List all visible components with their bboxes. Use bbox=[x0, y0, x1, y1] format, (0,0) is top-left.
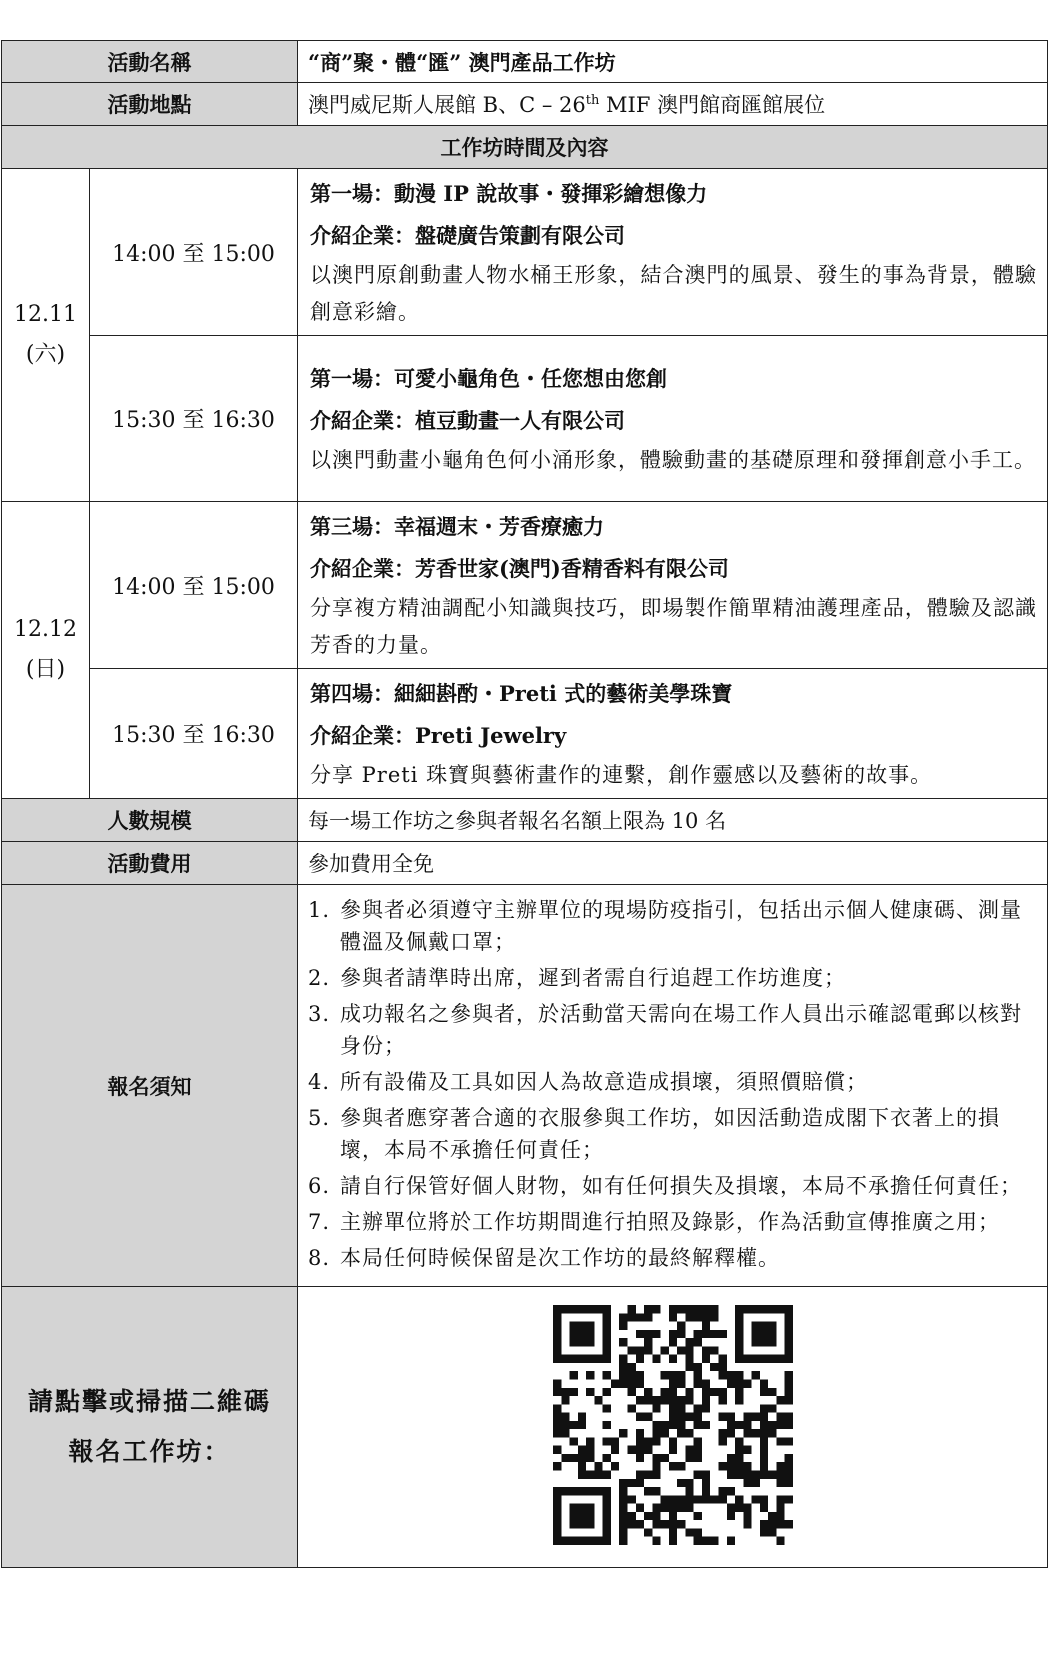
day-date-cell bbox=[2, 502, 90, 799]
day-weekday: (六) bbox=[25, 342, 66, 367]
venue-value bbox=[298, 83, 1048, 126]
notes-item bbox=[308, 962, 1037, 994]
session-time: 15:30 至 16:30 bbox=[90, 336, 298, 502]
scale-value: 每一場工作坊之參與者報名名額上限為 10 名 bbox=[298, 799, 1048, 842]
row-register bbox=[2, 1287, 1048, 1568]
session-company: 介紹企業：盤礎廣告策劃有限公司 bbox=[310, 223, 625, 248]
notes-item-number: 5. bbox=[308, 1106, 331, 1130]
notes-item-text: 主辦單位將於工作坊期間進行拍照及錄影，作為活動宣傳推廣之用； bbox=[340, 1210, 1000, 1234]
register-label bbox=[2, 1287, 298, 1568]
session-row bbox=[2, 502, 1048, 669]
notes-label: 報名須知 bbox=[2, 885, 298, 1287]
notes-item-text: 成功報名之參與者，於活動當天需向在場工作人員出示確認電郵以核對身份； bbox=[340, 1002, 1022, 1058]
notes-item bbox=[308, 1102, 1037, 1166]
day-date-cell bbox=[2, 169, 90, 502]
session-time: 15:30 至 16:30 bbox=[90, 669, 298, 799]
notes-item bbox=[308, 998, 1037, 1062]
session-row bbox=[2, 669, 1048, 799]
row-fee bbox=[2, 842, 1048, 885]
notes-item-text: 參與者請準時出席，遲到者需自行追趕工作坊進度； bbox=[340, 966, 846, 990]
schedule-title: 工作坊時間及內容 bbox=[2, 126, 1048, 169]
session-description: 分享複方精油調配小知識與技巧，即場製作簡單精油護理產品，體驗及認識芳香的力量。 bbox=[310, 596, 1037, 657]
session-detail bbox=[298, 669, 1048, 799]
session-row bbox=[2, 169, 1048, 336]
row-notes bbox=[2, 885, 1048, 1287]
venue-superscript: th bbox=[585, 93, 600, 108]
session-title: 第四場：細細斟酌・Preti 式的藝術美學珠寶 bbox=[310, 681, 733, 706]
qr-cell bbox=[298, 1287, 1048, 1568]
venue-text: 澳門威尼斯人展館 B、C – 26 bbox=[308, 93, 586, 117]
session-detail bbox=[298, 336, 1048, 502]
session-time: 14:00 至 15:00 bbox=[90, 502, 298, 669]
notes-list bbox=[308, 894, 1037, 1274]
notes-item-text: 所有設備及工具如因人為故意造成損壞，須照價賠償； bbox=[340, 1070, 868, 1094]
session-company: 介紹企業：芳香世家(澳門)香精香料有限公司 bbox=[310, 556, 729, 581]
fee-label: 活動費用 bbox=[2, 842, 298, 885]
day-date: 12.11 bbox=[14, 302, 77, 327]
venue-label: 活動地點 bbox=[2, 83, 298, 126]
scale-label: 人數規模 bbox=[2, 799, 298, 842]
notes-item bbox=[308, 1170, 1037, 1202]
notes-item bbox=[308, 894, 1037, 958]
notes-item-text: 參與者必須遵守主辦單位的現場防疫指引，包括出示個人健康碼、測量體溫及佩戴口罩； bbox=[340, 898, 1022, 954]
venue-text-rest: MIF 澳門館商匯館展位 bbox=[599, 93, 826, 117]
notes-item-number: 8. bbox=[308, 1246, 331, 1270]
registration-qr-code[interactable] bbox=[553, 1305, 793, 1545]
event-name-label: 活動名稱 bbox=[2, 41, 298, 83]
notes-item-number: 2. bbox=[308, 966, 331, 990]
register-line-1: 請點擊或掃描二維碼 bbox=[27, 1387, 271, 1416]
notes-item-number: 1. bbox=[308, 898, 331, 922]
session-title: 第三場：幸福週末・芳香療癒力 bbox=[310, 514, 604, 539]
session-title: 第一場：動漫 IP 說故事・發揮彩繪想像力 bbox=[310, 181, 708, 206]
day-weekday: (日) bbox=[25, 657, 66, 682]
notes-item-number: 6. bbox=[308, 1174, 331, 1198]
row-scale bbox=[2, 799, 1048, 842]
session-description: 以澳門動畫小龜角色何小涌形象，體驗動畫的基礎原理和發揮創意小手工。 bbox=[310, 448, 1036, 472]
session-time: 14:00 至 15:00 bbox=[90, 169, 298, 336]
notes-item-text: 參與者應穿著合適的衣服參與工作坊，如因活動造成閣下衣著上的損壞，本局不承擔任何責任； bbox=[340, 1106, 1000, 1162]
notes-item-number: 7. bbox=[308, 1210, 331, 1234]
session-description: 分享 Preti 珠寶與藝術畫作的連繫，創作靈感以及藝術的故事。 bbox=[310, 763, 933, 787]
session-description: 以澳門原創動畫人物水桶王形象，結合澳門的風景、發生的事為背景，體驗創意彩繪。 bbox=[310, 263, 1037, 324]
session-company: 介紹企業：Preti Jewelry bbox=[310, 723, 567, 748]
event-name: “商”聚・體“匯” 澳門產品工作坊 bbox=[298, 41, 1048, 83]
notes-item-text: 本局任何時候保留是次工作坊的最終解釋權。 bbox=[340, 1246, 780, 1270]
session-detail bbox=[298, 502, 1048, 669]
notes-item-number: 4. bbox=[308, 1070, 331, 1094]
notes-item-text: 請自行保管好個人財物，如有任何損失及損壞，本局不承擔任何責任； bbox=[340, 1174, 1022, 1198]
workshop-info-table bbox=[1, 40, 1048, 1568]
session-detail bbox=[298, 169, 1048, 336]
session-title: 第一場：可愛小龜角色・任您想由您創 bbox=[310, 366, 667, 391]
row-event-name bbox=[2, 41, 1048, 83]
register-line-2: 報名工作坊： bbox=[68, 1437, 231, 1466]
notes-content bbox=[298, 885, 1048, 1287]
notes-item bbox=[308, 1206, 1037, 1238]
row-schedule-title bbox=[2, 126, 1048, 169]
session-company: 介紹企業：植豆動畫一人有限公司 bbox=[310, 408, 625, 433]
fee-value: 參加費用全免 bbox=[298, 842, 1048, 885]
row-venue bbox=[2, 83, 1048, 126]
notes-item bbox=[308, 1066, 1037, 1098]
session-row bbox=[2, 336, 1048, 502]
day-date: 12.12 bbox=[14, 617, 77, 642]
notes-item bbox=[308, 1242, 1037, 1274]
qr-code-icon[interactable] bbox=[553, 1305, 793, 1545]
notes-item-number: 3. bbox=[308, 1002, 331, 1026]
